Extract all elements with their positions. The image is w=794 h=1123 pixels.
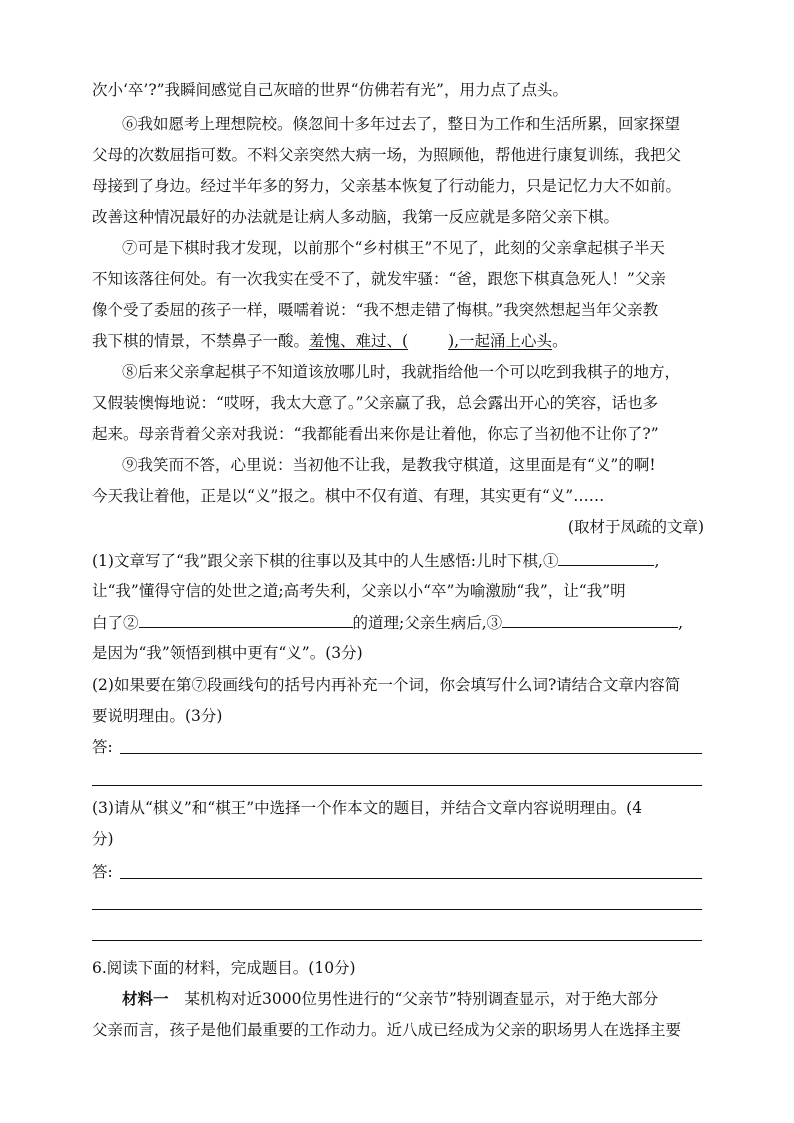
paragraph-6-line-1: ⑥我如愿考上理想院校。倏忽间十多年过去了，整日为工作和生活所累，回家探望: [122, 115, 681, 133]
question-3-line-1: (3)请从“棋义”和“棋王”中选择一个作本文的题目，并结合文章内容说明理由。(4: [92, 799, 643, 817]
answer-blank-1[interactable]: [558, 550, 654, 566]
paragraph-8-line-3: 起来。母亲背着父亲对我说：“我都能看出来你是让着他，你忘了当初他不让你了?”: [92, 425, 659, 443]
material-1-text: 某机构对近3000位男性进行的“父亲节”特别调查显示，对于绝大部分: [184, 990, 659, 1008]
answer-label-q3: 答:: [92, 863, 113, 881]
paragraph-5-end: 次小‘卒’?”我瞬间感觉自己灰暗的世界“仿佛若有光”，用力点了点头。: [92, 81, 568, 99]
paragraph-9-line-1: ⑨我笑而不答，心里说：当初他不让我，是教我守棋道，这里面是有“义”的啊!: [122, 456, 656, 474]
question-1-line-4: 是因为“我”领悟到棋中更有“义”。(3分): [92, 644, 363, 662]
question-1-line-2: 让“我”懂得守信的处世之道;高考失利，父亲以小“卒”为喻激励“我”，让“我”明: [92, 582, 626, 600]
paragraph-7-line-2: 不知该落往何处。有一次我实在受不了，就发牢骚：“爸，跟您下棋真急死人！”父亲: [92, 270, 666, 288]
question-1-text-b: 白了②: [92, 614, 139, 632]
paragraph-6-line-2: 父母的次数屈指可数。不料父亲突然大病一场，为照顾他，帮他进行康复训练，我把父: [92, 146, 682, 164]
paragraph-7-line-3: 像个受了委屈的孩子一样，嗫嚅着说：“我不想走错了悔棋。”我突然想起当年父亲教: [92, 301, 659, 319]
question-2-line-2: 要说明理由。(3分): [92, 707, 223, 725]
paragraph-7-line-1: ⑦可是下棋时我才发现，以前那个“乡村棋王”不见了，此刻的父亲拿起棋子半天: [122, 239, 665, 257]
paragraph-6-line-3: 母接到了身边。经过半年多的努力，父亲基本恢复了行动能力，只是记忆力大不如前。: [92, 177, 682, 195]
answer-blank-3[interactable]: [502, 612, 678, 628]
source-citation: (取材于凤疏的文章): [567, 518, 704, 536]
question-1-text-c: 的道理;父亲生病后,③: [352, 614, 503, 632]
answer-label-q2: 答:: [92, 738, 113, 756]
paragraph-8-line-2: 又假装懊悔地说：“哎呀，我太大意了。”父亲赢了我，总会露出开心的笑容，话也多: [92, 394, 659, 412]
section-6-heading: 6.阅读下面的材料，完成题目。(10分): [92, 959, 356, 977]
underlined-sentence-end: ),一起涌上心头: [448, 332, 553, 350]
paragraph-7-text: 我下棋的情景，不禁鼻子一酸。: [92, 332, 310, 350]
question-3-line-2: 分): [92, 830, 114, 848]
underlined-sentence-start: 羞愧、难过、(: [309, 332, 409, 350]
bracket-blank: [408, 331, 448, 351]
question-1-comma: ,: [654, 552, 660, 570]
question-1-comma-2: ,: [678, 614, 684, 632]
question-1-text: (1)文章写了“我”跟父亲下棋的往事以及其中的人生感悟:儿时下棋,①: [92, 552, 559, 570]
material-1-label: 材料一: [122, 989, 169, 1008]
answer-line-q2-1[interactable]: [120, 753, 702, 754]
answer-line-q3-3[interactable]: [92, 940, 702, 941]
question-2-line-1: (2)如果要在第⑦段画线句的括号内再补充一个词，你会填写什么词?请结合文章内容简: [92, 676, 681, 694]
paragraph-9-line-2: 今天我让着他，正是以“义”报之。棋中不仅有道、有理，其实更有“义”……: [92, 487, 605, 505]
answer-line-q3-2[interactable]: [92, 909, 702, 910]
material-1-line-2: 父亲而言，孩子是他们最重要的工作动力。近八成已经成为父亲的职场男人在选择主要: [92, 1021, 682, 1039]
question-1-line-1: [92, 550, 704, 572]
paragraph-6-line-4: 改善这种情况最好的办法就是让病人多动脑，我第一反应就是多陪父亲下棋。: [92, 208, 620, 226]
paragraph-7-line-4: [92, 331, 704, 353]
answer-blank-2[interactable]: [139, 612, 353, 628]
answer-line-q3-1[interactable]: [120, 878, 702, 879]
underlined-sentence: [309, 332, 552, 350]
paragraph-8-line-1: ⑧后来父亲拿起棋子不知道该放哪儿时，我就指给他一个可以吃到我棋子的地方，: [122, 363, 681, 381]
answer-line-q2-2[interactable]: [92, 785, 702, 786]
question-1-line-3: [92, 612, 704, 634]
paragraph-7-period: 。: [552, 332, 568, 350]
material-1-line-1: [122, 989, 704, 1011]
